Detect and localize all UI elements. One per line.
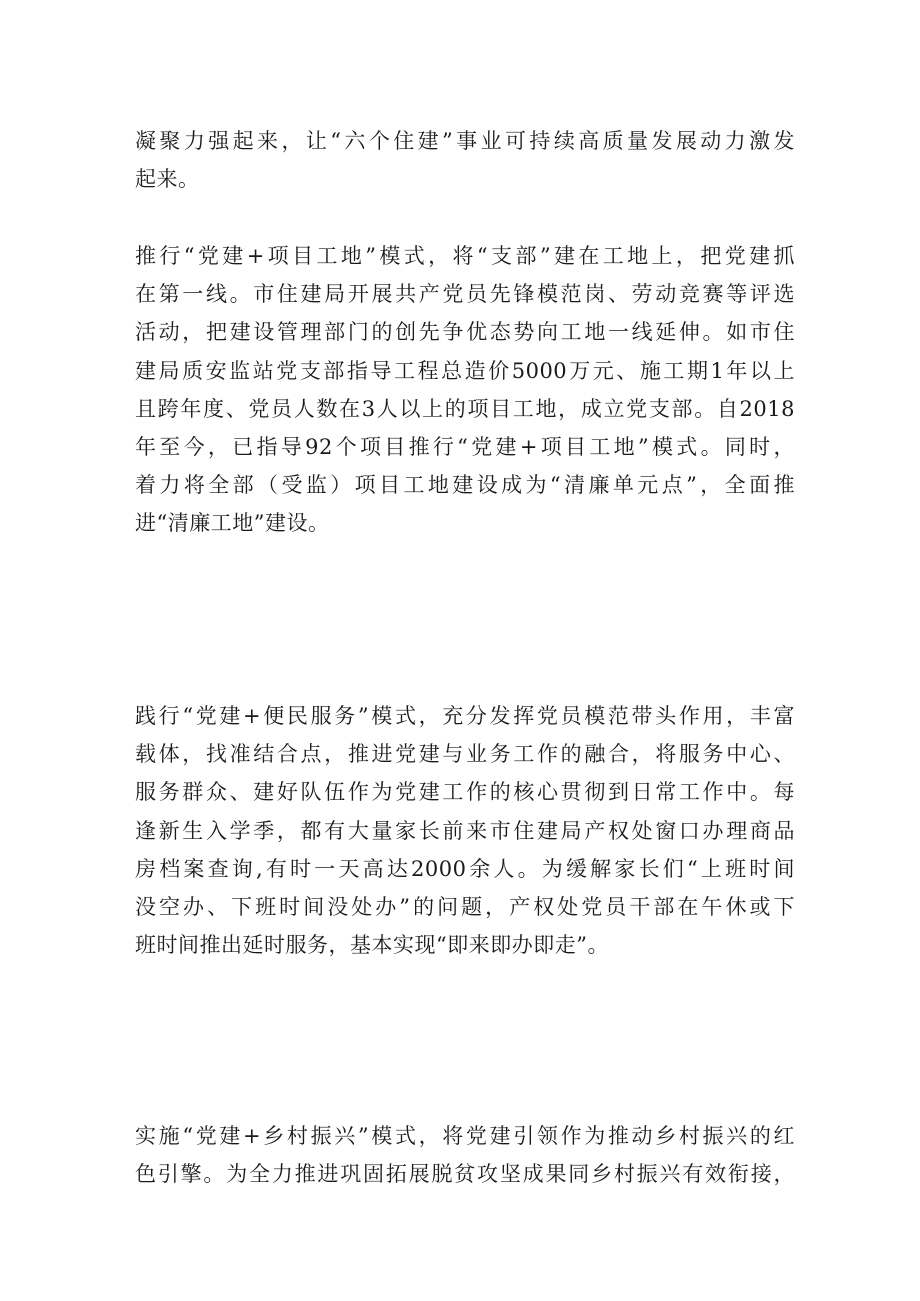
- text-line: 进“清廉工地”建设。: [135, 511, 330, 536]
- text-line: 着力将全部（受监）项目工地建设成为“清廉单元点”，全面推: [135, 473, 795, 498]
- text-line: 活动，把建设管理部门的创先争优态势向工地一线延伸。如市住: [135, 320, 795, 345]
- paragraph-1: [135, 122, 795, 198]
- text-line: 载体，找准结合点，推进党建与业务工作的融合，将服务中心、: [135, 742, 795, 767]
- text-line: 在第一线。市住建局开展共产党员先锋模范岗、劳动竞赛等评选: [135, 282, 795, 307]
- text-line: 践行“党建+便民服务”模式，充分发挥党员模范带头作用，丰富: [135, 704, 795, 728]
- text-line: 推行“党建+项目工地”模式，将“支部”建在工地上，把党建抓: [135, 244, 795, 268]
- text-line: 服务群众、建好队伍作为党建工作的核心贯彻到日常工作中。每: [135, 780, 795, 805]
- text-line: 凝聚力强起来，让“六个住建”事业可持续高质量发展动力激发: [135, 129, 795, 153]
- text-line: 逢新生入学季，都有大量家长前来市住建局产权处窗口办理商品: [135, 818, 795, 843]
- text-line: 年至今，已指导92个项目推行“党建+项目工地”模式。同时，: [135, 434, 795, 459]
- paragraph-3: [135, 697, 795, 964]
- text-line: 房档案查询,有时一天高达2000余人。为缓解家长们“上班时间: [135, 856, 795, 881]
- paragraph-4: [135, 1117, 795, 1193]
- text-line: 班时间推出延时服务，基本实现“即来即办即走”。: [135, 933, 609, 958]
- text-line: 实施“党建+乡村振兴”模式，将党建引领作为推动乡村振兴的红: [135, 1124, 795, 1148]
- text-line: 没空办、下班时间没处办”的问题，产权处党员干部在午休或下: [135, 894, 795, 919]
- text-line: 且跨年度、党员人数在3人以上的项目工地，成立党支部。自2018: [135, 396, 795, 421]
- text-line: 建局质安监站党支部指导工程总造价5000万元、施工期1年以上: [135, 358, 795, 383]
- text-line: 色引擎。为全力推进巩固拓展脱贫攻坚成果同乡村振兴有效衔接，: [135, 1162, 795, 1187]
- paragraph-2: [135, 237, 795, 543]
- text-line: 起来。: [135, 167, 200, 192]
